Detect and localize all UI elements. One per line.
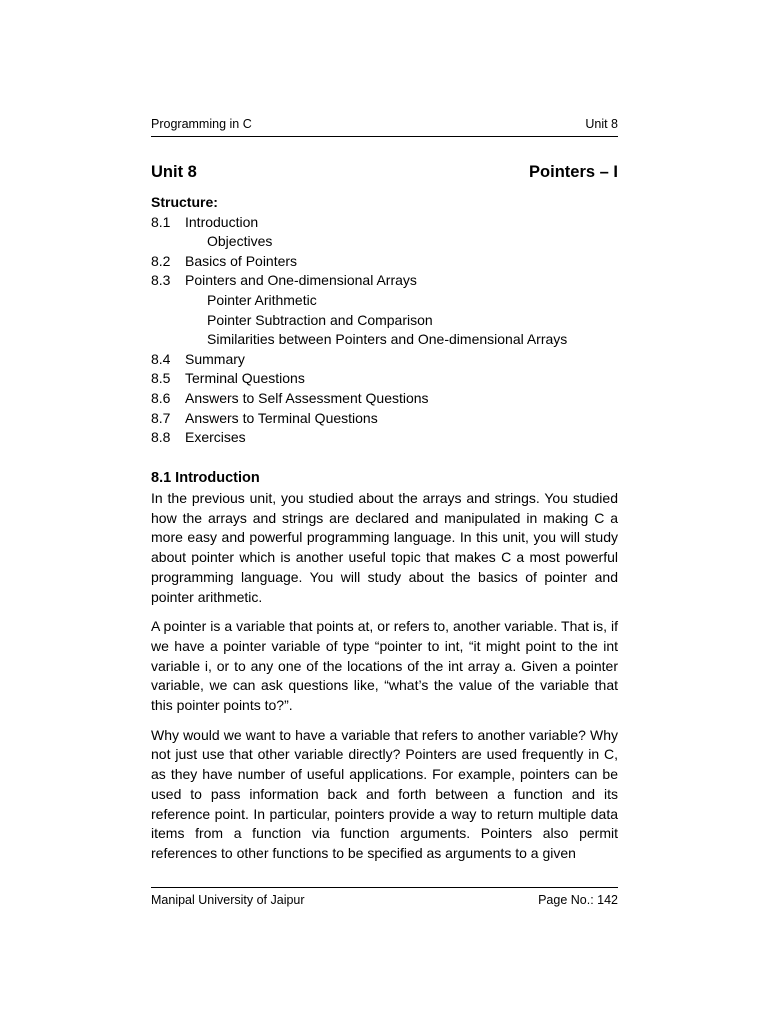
toc-item-number: 8.5 (151, 370, 171, 387)
toc-item-number: 8.1 (151, 213, 171, 230)
toc-item (151, 350, 618, 370)
header-rule (151, 136, 618, 137)
footer-university: Manipal University of Jaipur (151, 893, 305, 907)
page-header (151, 116, 618, 132)
toc-item-number: 8.2 (151, 252, 171, 269)
toc-item-number: 8.8 (151, 429, 171, 446)
footer-page-number: Page No.: 142 (538, 893, 618, 907)
toc-item (151, 213, 618, 233)
body-paragraph: Why would we want to have a variable that refers to another variable? Why not just use that other variable directly? Pointers are used frequently in C, as they have number of useful applications. For example, pointers can be used to pass information back and forth between a function and its reference point. In particular, pointers provide a way to return multiple data items from a function via function arguments. Pointers also permit references to other functions to be specified as arguments to a given (151, 726, 618, 861)
toc-item-number: 8.7 (151, 409, 171, 426)
toc-item-label: Answers to Self Assessment Questions (185, 389, 429, 406)
unit-number: Unit 8 (151, 163, 197, 181)
toc-subitem: Pointer Arithmetic (207, 291, 317, 308)
toc-item (151, 428, 618, 448)
structure-toc (151, 193, 618, 448)
toc-item (151, 271, 618, 291)
toc-item-label: Pointers and One-dimensional Arrays (185, 272, 417, 289)
section-heading: 8.1 Introduction (151, 470, 260, 486)
toc-item (151, 409, 618, 429)
toc-item (151, 369, 618, 389)
toc-item-label: Terminal Questions (185, 370, 305, 387)
document-page (151, 0, 618, 1024)
toc-item (151, 389, 618, 409)
header-course-title: Programming in C (151, 117, 252, 131)
toc-item-label: Basics of Pointers (185, 252, 298, 269)
toc-item-label: Answers to Terminal Questions (185, 409, 378, 426)
toc-item-label: Exercises (185, 429, 246, 446)
toc-item-label: Summary (185, 350, 245, 367)
toc-item-number: 8.6 (151, 389, 171, 406)
toc-subitem: Similarities between Pointers and One-dimensional Arrays (207, 331, 568, 348)
toc-subitem: Objectives (207, 233, 273, 250)
header-unit-label: Unit 8 (585, 117, 618, 131)
toc-item-number: 8.4 (151, 350, 171, 367)
footer-rule (151, 887, 618, 888)
toc-item (151, 252, 618, 272)
toc-item-label: Introduction (185, 213, 259, 230)
body-paragraph: A pointer is a variable that points at, or refers to, another variable. That is, if we have a pointer variable of type “pointer to int, “it might point to the int variable i, or to any one of the locations of the int array a. Given a pointer variable, we can ask questions like, “what’s the value of the variable that this pointer points to?”. (151, 618, 618, 714)
toc-item-number: 8.3 (151, 272, 171, 289)
page-footer (151, 892, 618, 908)
introduction-section (151, 468, 618, 874)
body-paragraph: In the previous unit, you studied about the arrays and strings. You studied how the arrays and strings are declared and manipulated in making C a more easy and powerful programming language. In this unit, you will study about pointer which is another useful topic that makes C a most powerful programming language. You will study about the basics of pointer and pointer arithmetic. (151, 490, 618, 605)
toc-subitem: Pointer Subtraction and Comparison (207, 311, 433, 328)
unit-title: Pointers – I (529, 163, 618, 181)
unit-title-row (151, 161, 618, 183)
structure-heading: Structure: (151, 194, 218, 210)
